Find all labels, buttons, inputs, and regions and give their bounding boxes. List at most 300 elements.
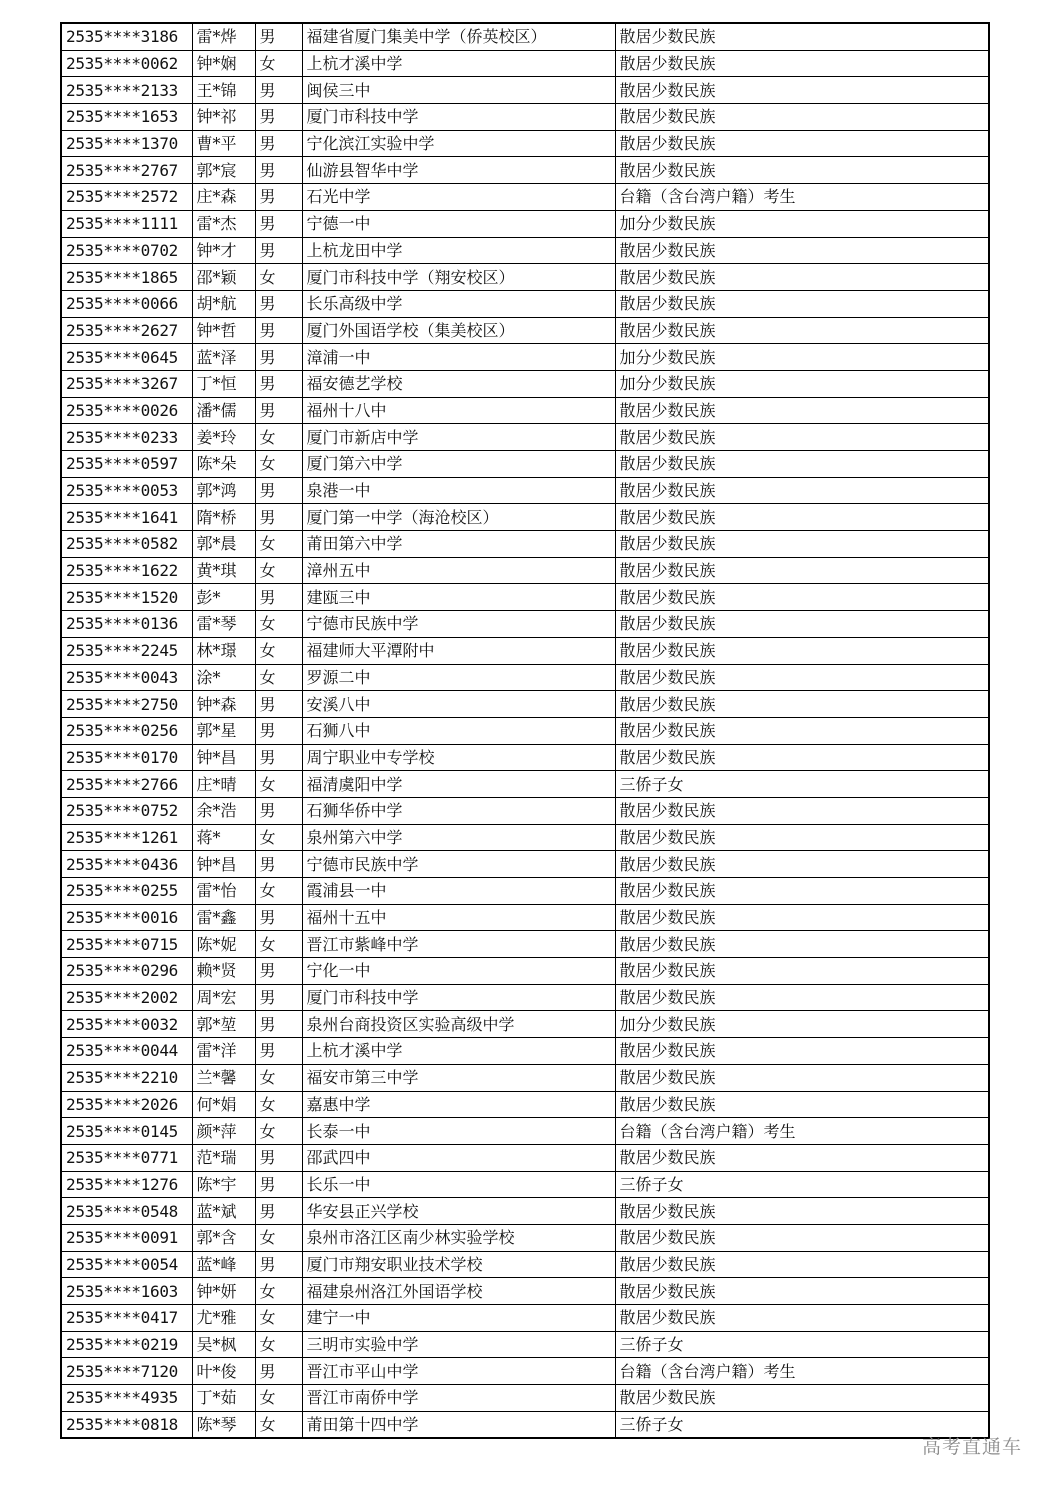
table-row <box>61 664 989 691</box>
candidate-id-cell: 2535****0170 <box>61 744 192 771</box>
name-cell: 黄*琪 <box>192 557 255 584</box>
school-cell: 福清虞阳中学 <box>302 771 615 798</box>
candidate-id-cell: 2535****2002 <box>61 984 192 1011</box>
gender-cell: 女 <box>255 931 302 958</box>
school-cell: 晋江市南侨中学 <box>302 1385 615 1412</box>
table-row <box>61 691 989 718</box>
table-row <box>61 50 989 77</box>
candidate-id-cell: 2535****1641 <box>61 504 192 531</box>
name-cell: 郭*堃 <box>192 1011 255 1038</box>
gender-cell: 男 <box>255 1011 302 1038</box>
school-cell: 邵武四中 <box>302 1144 615 1171</box>
gender-cell: 女 <box>255 1305 302 1332</box>
school-cell: 厦门市新店中学 <box>302 424 615 451</box>
table-row <box>61 851 989 878</box>
candidate-id-cell: 2535****2133 <box>61 77 192 104</box>
table-row <box>61 1278 989 1305</box>
school-cell: 泉州台商投资区实验高级中学 <box>302 1011 615 1038</box>
candidate-id-cell: 2535****0548 <box>61 1198 192 1225</box>
school-cell: 宁德一中 <box>302 210 615 237</box>
school-cell: 宁德市民族中学 <box>302 611 615 638</box>
table-row <box>61 397 989 424</box>
name-cell: 蒋* <box>192 824 255 851</box>
name-cell: 丁*茹 <box>192 1385 255 1412</box>
category-cell: 散居少数民族 <box>615 797 989 824</box>
category-cell: 散居少数民族 <box>615 104 989 131</box>
table-row <box>61 557 989 584</box>
gender-cell: 男 <box>255 130 302 157</box>
table-row <box>61 130 989 157</box>
name-cell: 颜*萍 <box>192 1118 255 1145</box>
gender-cell: 女 <box>255 1091 302 1118</box>
school-cell: 安溪八中 <box>302 691 615 718</box>
name-cell: 雷*烨 <box>192 23 255 50</box>
table-row <box>61 771 989 798</box>
name-cell: 周*宏 <box>192 984 255 1011</box>
table-row <box>61 1411 989 1438</box>
category-cell: 加分少数民族 <box>615 1011 989 1038</box>
gender-cell: 女 <box>255 264 302 291</box>
category-cell: 散居少数民族 <box>615 1038 989 1065</box>
gender-cell: 女 <box>255 878 302 905</box>
gender-cell: 男 <box>255 370 302 397</box>
table-row <box>61 424 989 451</box>
category-cell: 散居少数民族 <box>615 931 989 958</box>
candidate-id-cell: 2535****0233 <box>61 424 192 451</box>
gender-cell: 男 <box>255 504 302 531</box>
table-row <box>61 77 989 104</box>
category-cell: 散居少数民族 <box>615 77 989 104</box>
candidate-id-cell: 2535****0062 <box>61 50 192 77</box>
name-cell: 钟*娴 <box>192 50 255 77</box>
name-cell: 雷*鑫 <box>192 904 255 931</box>
candidate-id-cell: 2535****0026 <box>61 397 192 424</box>
school-cell: 罗源二中 <box>302 664 615 691</box>
category-cell: 散居少数民族 <box>615 878 989 905</box>
name-cell: 钟*昌 <box>192 851 255 878</box>
table-row <box>61 1038 989 1065</box>
name-cell: 吴*枫 <box>192 1331 255 1358</box>
school-cell: 宁化一中 <box>302 958 615 985</box>
gender-cell: 男 <box>255 1038 302 1065</box>
school-cell: 上杭龙田中学 <box>302 237 615 264</box>
table-row <box>61 1171 989 1198</box>
name-cell: 范*瑞 <box>192 1144 255 1171</box>
candidate-id-cell: 2535****2572 <box>61 184 192 211</box>
gender-cell: 男 <box>255 397 302 424</box>
name-cell: 余*浩 <box>192 797 255 824</box>
school-cell: 仙游县智华中学 <box>302 157 615 184</box>
table-row <box>61 1011 989 1038</box>
candidate-id-cell: 2535****0136 <box>61 611 192 638</box>
category-cell: 散居少数民族 <box>615 691 989 718</box>
school-cell: 建宁一中 <box>302 1305 615 1332</box>
gender-cell: 男 <box>255 691 302 718</box>
name-cell: 雷*洋 <box>192 1038 255 1065</box>
candidate-id-cell: 2535****4935 <box>61 1385 192 1412</box>
school-cell: 石光中学 <box>302 184 615 211</box>
table-row <box>61 264 989 291</box>
gender-cell: 女 <box>255 771 302 798</box>
gender-cell: 男 <box>255 1198 302 1225</box>
table-row <box>61 1251 989 1278</box>
category-cell: 散居少数民族 <box>615 904 989 931</box>
gender-cell: 女 <box>255 531 302 558</box>
name-cell: 兰*馨 <box>192 1064 255 1091</box>
gender-cell: 男 <box>255 290 302 317</box>
candidate-id-cell: 2535****0597 <box>61 451 192 478</box>
table-row <box>61 797 989 824</box>
gender-cell: 男 <box>255 1144 302 1171</box>
gender-cell: 男 <box>255 904 302 931</box>
school-cell: 泉州第六中学 <box>302 824 615 851</box>
category-cell: 散居少数民族 <box>615 424 989 451</box>
category-cell: 台籍（含台湾户籍）考生 <box>615 1358 989 1385</box>
roster-table <box>60 22 990 1439</box>
category-cell: 散居少数民族 <box>615 1144 989 1171</box>
category-cell: 散居少数民族 <box>615 1278 989 1305</box>
category-cell: 散居少数民族 <box>615 290 989 317</box>
table-row <box>61 1091 989 1118</box>
candidate-id-cell: 2535****1622 <box>61 557 192 584</box>
gender-cell: 男 <box>255 184 302 211</box>
gender-cell: 男 <box>255 744 302 771</box>
school-cell: 厦门市科技中学 <box>302 984 615 1011</box>
table-row <box>61 878 989 905</box>
name-cell: 陈*宇 <box>192 1171 255 1198</box>
candidate-id-cell: 2535****0296 <box>61 958 192 985</box>
candidate-id-cell: 2535****1603 <box>61 1278 192 1305</box>
gender-cell: 男 <box>255 958 302 985</box>
candidate-id-cell: 2535****1261 <box>61 824 192 851</box>
school-cell: 莆田第六中学 <box>302 531 615 558</box>
school-cell: 建瓯三中 <box>302 584 615 611</box>
table-row <box>61 1358 989 1385</box>
candidate-id-cell: 2535****0255 <box>61 878 192 905</box>
category-cell: 散居少数民族 <box>615 504 989 531</box>
school-cell: 漳州五中 <box>302 557 615 584</box>
school-cell: 厦门市科技中学 <box>302 104 615 131</box>
name-cell: 尤*雅 <box>192 1305 255 1332</box>
table-row <box>61 344 989 371</box>
gender-cell: 女 <box>255 824 302 851</box>
name-cell: 蓝*斌 <box>192 1198 255 1225</box>
name-cell: 郭*星 <box>192 717 255 744</box>
name-cell: 钟*才 <box>192 237 255 264</box>
category-cell: 散居少数民族 <box>615 317 989 344</box>
gender-cell: 女 <box>255 557 302 584</box>
table-row <box>61 451 989 478</box>
category-cell: 加分少数民族 <box>615 344 989 371</box>
candidate-id-cell: 2535****2026 <box>61 1091 192 1118</box>
name-cell: 叶*俊 <box>192 1358 255 1385</box>
name-cell: 胡*航 <box>192 290 255 317</box>
gender-cell: 女 <box>255 424 302 451</box>
category-cell: 散居少数民族 <box>615 264 989 291</box>
category-cell: 散居少数民族 <box>615 584 989 611</box>
name-cell: 郭*含 <box>192 1224 255 1251</box>
gender-cell: 女 <box>255 451 302 478</box>
category-cell: 散居少数民族 <box>615 958 989 985</box>
category-cell: 散居少数民族 <box>615 557 989 584</box>
candidate-id-cell: 2535****0582 <box>61 531 192 558</box>
school-cell: 厦门第一中学（海沧校区） <box>302 504 615 531</box>
category-cell: 散居少数民族 <box>615 717 989 744</box>
candidate-id-cell: 2535****1520 <box>61 584 192 611</box>
name-cell: 郭*晨 <box>192 531 255 558</box>
category-cell: 散居少数民族 <box>615 744 989 771</box>
gender-cell: 男 <box>255 23 302 50</box>
candidate-id-cell: 2535****2627 <box>61 317 192 344</box>
gender-cell: 男 <box>255 157 302 184</box>
candidate-id-cell: 2535****0091 <box>61 1224 192 1251</box>
table-row <box>61 290 989 317</box>
name-cell: 郭*宸 <box>192 157 255 184</box>
table-row <box>61 584 989 611</box>
candidate-id-cell: 2535****1111 <box>61 210 192 237</box>
category-cell: 散居少数民族 <box>615 451 989 478</box>
category-cell: 散居少数民族 <box>615 637 989 664</box>
gender-cell: 男 <box>255 851 302 878</box>
table-row <box>61 1305 989 1332</box>
gender-cell: 男 <box>255 984 302 1011</box>
gender-cell: 女 <box>255 637 302 664</box>
name-cell: 姜*玲 <box>192 424 255 451</box>
school-cell: 福安市第三中学 <box>302 1064 615 1091</box>
name-cell: 庄*晴 <box>192 771 255 798</box>
category-cell: 散居少数民族 <box>615 611 989 638</box>
gender-cell: 男 <box>255 344 302 371</box>
category-cell: 散居少数民族 <box>615 664 989 691</box>
school-cell: 厦门市翔安职业技术学校 <box>302 1251 615 1278</box>
watermark-text: 高考直通车 <box>921 1436 1022 1458</box>
name-cell: 雷*琴 <box>192 611 255 638</box>
table-row <box>61 1144 989 1171</box>
gender-cell: 女 <box>255 1118 302 1145</box>
table-row <box>61 1224 989 1251</box>
category-cell: 三侨子女 <box>615 1331 989 1358</box>
name-cell: 雷*杰 <box>192 210 255 237</box>
category-cell: 散居少数民族 <box>615 50 989 77</box>
table-row <box>61 611 989 638</box>
category-cell: 散居少数民族 <box>615 23 989 50</box>
gender-cell: 男 <box>255 1251 302 1278</box>
candidate-id-cell: 2535****0702 <box>61 237 192 264</box>
category-cell: 台籍（含台湾户籍）考生 <box>615 184 989 211</box>
candidate-id-cell: 2535****0032 <box>61 1011 192 1038</box>
school-cell: 周宁职业中专学校 <box>302 744 615 771</box>
name-cell: 蓝*泽 <box>192 344 255 371</box>
category-cell: 散居少数民族 <box>615 477 989 504</box>
gender-cell: 男 <box>255 210 302 237</box>
gender-cell: 男 <box>255 104 302 131</box>
table-row <box>61 317 989 344</box>
school-cell: 莆田第十四中学 <box>302 1411 615 1438</box>
school-cell: 泉港一中 <box>302 477 615 504</box>
candidate-id-cell: 2535****0066 <box>61 290 192 317</box>
name-cell: 王*锦 <box>192 77 255 104</box>
table-row <box>61 904 989 931</box>
school-cell: 上杭才溪中学 <box>302 1038 615 1065</box>
table-row <box>61 184 989 211</box>
name-cell: 何*娟 <box>192 1091 255 1118</box>
name-cell: 钟*昌 <box>192 744 255 771</box>
gender-cell: 女 <box>255 1385 302 1412</box>
name-cell: 郭*鸿 <box>192 477 255 504</box>
school-cell: 厦门外国语学校（集美校区） <box>302 317 615 344</box>
gender-cell: 男 <box>255 317 302 344</box>
name-cell: 邵*颖 <box>192 264 255 291</box>
name-cell: 陈*琴 <box>192 1411 255 1438</box>
category-cell: 三侨子女 <box>615 1411 989 1438</box>
school-cell: 宁化滨江实验中学 <box>302 130 615 157</box>
school-cell: 福州十八中 <box>302 397 615 424</box>
school-cell: 长乐一中 <box>302 1171 615 1198</box>
candidate-id-cell: 2535****3186 <box>61 23 192 50</box>
category-cell: 散居少数民族 <box>615 1224 989 1251</box>
candidate-id-cell: 2535****7120 <box>61 1358 192 1385</box>
table-row <box>61 1064 989 1091</box>
name-cell: 陈*妮 <box>192 931 255 958</box>
school-cell: 泉州市洛江区南少林实验学校 <box>302 1224 615 1251</box>
table-row <box>61 1118 989 1145</box>
school-cell: 闽侯三中 <box>302 77 615 104</box>
gender-cell: 男 <box>255 1358 302 1385</box>
category-cell: 三侨子女 <box>615 771 989 798</box>
gender-cell: 女 <box>255 50 302 77</box>
name-cell: 钟*哲 <box>192 317 255 344</box>
candidate-id-cell: 2535****0752 <box>61 797 192 824</box>
category-cell: 散居少数民族 <box>615 1064 989 1091</box>
table-row <box>61 637 989 664</box>
table-row <box>61 1331 989 1358</box>
table-row <box>61 1198 989 1225</box>
candidate-id-cell: 2535****0436 <box>61 851 192 878</box>
school-cell: 福安德艺学校 <box>302 370 615 397</box>
gender-cell: 男 <box>255 77 302 104</box>
category-cell: 散居少数民族 <box>615 1251 989 1278</box>
candidate-id-cell: 2535****0417 <box>61 1305 192 1332</box>
school-cell: 福州十五中 <box>302 904 615 931</box>
table-row <box>61 104 989 131</box>
category-cell: 散居少数民族 <box>615 1198 989 1225</box>
category-cell: 散居少数民族 <box>615 1385 989 1412</box>
category-cell: 散居少数民族 <box>615 237 989 264</box>
gender-cell: 女 <box>255 1064 302 1091</box>
table-row <box>61 958 989 985</box>
school-cell: 三明市实验中学 <box>302 1331 615 1358</box>
name-cell: 曹*平 <box>192 130 255 157</box>
name-cell: 蓝*峰 <box>192 1251 255 1278</box>
school-cell: 宁德市民族中学 <box>302 851 615 878</box>
candidate-id-cell: 2535****0771 <box>61 1144 192 1171</box>
candidate-id-cell: 2535****1865 <box>61 264 192 291</box>
table-row <box>61 477 989 504</box>
candidate-id-cell: 2535****0145 <box>61 1118 192 1145</box>
table-row <box>61 157 989 184</box>
school-cell: 长乐高级中学 <box>302 290 615 317</box>
name-cell: 潘*儒 <box>192 397 255 424</box>
table-row <box>61 1385 989 1412</box>
school-cell: 上杭才溪中学 <box>302 50 615 77</box>
candidate-id-cell: 2535****0053 <box>61 477 192 504</box>
candidate-id-cell: 2535****0044 <box>61 1038 192 1065</box>
gender-cell: 女 <box>255 1224 302 1251</box>
school-cell: 福建泉州洛江外国语学校 <box>302 1278 615 1305</box>
candidate-id-cell: 2535****0054 <box>61 1251 192 1278</box>
candidate-id-cell: 2535****0645 <box>61 344 192 371</box>
candidate-id-cell: 2535****2750 <box>61 691 192 718</box>
name-cell: 钟*森 <box>192 691 255 718</box>
gender-cell: 男 <box>255 584 302 611</box>
table-row <box>61 744 989 771</box>
gender-cell: 男 <box>255 237 302 264</box>
candidate-id-cell: 2535****0219 <box>61 1331 192 1358</box>
name-cell: 钟*祁 <box>192 104 255 131</box>
name-cell: 丁*恒 <box>192 370 255 397</box>
name-cell: 庄*森 <box>192 184 255 211</box>
category-cell: 散居少数民族 <box>615 824 989 851</box>
candidate-id-cell: 2535****1653 <box>61 104 192 131</box>
name-cell: 陈*朵 <box>192 451 255 478</box>
name-cell: 彭* <box>192 584 255 611</box>
candidate-id-cell: 2535****0016 <box>61 904 192 931</box>
school-cell: 晋江市平山中学 <box>302 1358 615 1385</box>
gender-cell: 女 <box>255 1278 302 1305</box>
category-cell: 散居少数民族 <box>615 984 989 1011</box>
gender-cell: 女 <box>255 1331 302 1358</box>
gender-cell: 男 <box>255 717 302 744</box>
gender-cell: 女 <box>255 1411 302 1438</box>
name-cell: 涂* <box>192 664 255 691</box>
name-cell: 隋*桥 <box>192 504 255 531</box>
name-cell: 雷*怡 <box>192 878 255 905</box>
candidate-id-cell: 2535****1276 <box>61 1171 192 1198</box>
table-row <box>61 237 989 264</box>
table-row <box>61 23 989 50</box>
category-cell: 台籍（含台湾户籍）考生 <box>615 1118 989 1145</box>
name-cell: 钟*妍 <box>192 1278 255 1305</box>
school-cell: 霞浦县一中 <box>302 878 615 905</box>
category-cell: 加分少数民族 <box>615 370 989 397</box>
table-row <box>61 210 989 237</box>
category-cell: 散居少数民族 <box>615 157 989 184</box>
candidate-id-cell: 2535****2245 <box>61 637 192 664</box>
category-cell: 散居少数民族 <box>615 851 989 878</box>
school-cell: 石狮华侨中学 <box>302 797 615 824</box>
table-row <box>61 504 989 531</box>
category-cell: 三侨子女 <box>615 1171 989 1198</box>
candidate-id-cell: 2535****2210 <box>61 1064 192 1091</box>
gender-cell: 男 <box>255 797 302 824</box>
school-cell: 长泰一中 <box>302 1118 615 1145</box>
gender-cell: 女 <box>255 664 302 691</box>
candidate-id-cell: 2535****0818 <box>61 1411 192 1438</box>
table-row <box>61 717 989 744</box>
table-row <box>61 370 989 397</box>
category-cell: 散居少数民族 <box>615 1091 989 1118</box>
gender-cell: 女 <box>255 611 302 638</box>
gender-cell: 男 <box>255 477 302 504</box>
category-cell: 散居少数民族 <box>615 1305 989 1332</box>
table-row <box>61 931 989 958</box>
candidate-id-cell: 2535****0715 <box>61 931 192 958</box>
school-cell: 嘉惠中学 <box>302 1091 615 1118</box>
school-cell: 华安县正兴学校 <box>302 1198 615 1225</box>
roster-body <box>61 23 989 1438</box>
school-cell: 厦门市科技中学（翔安校区） <box>302 264 615 291</box>
school-cell: 福建省厦门集美中学（侨英校区） <box>302 23 615 50</box>
